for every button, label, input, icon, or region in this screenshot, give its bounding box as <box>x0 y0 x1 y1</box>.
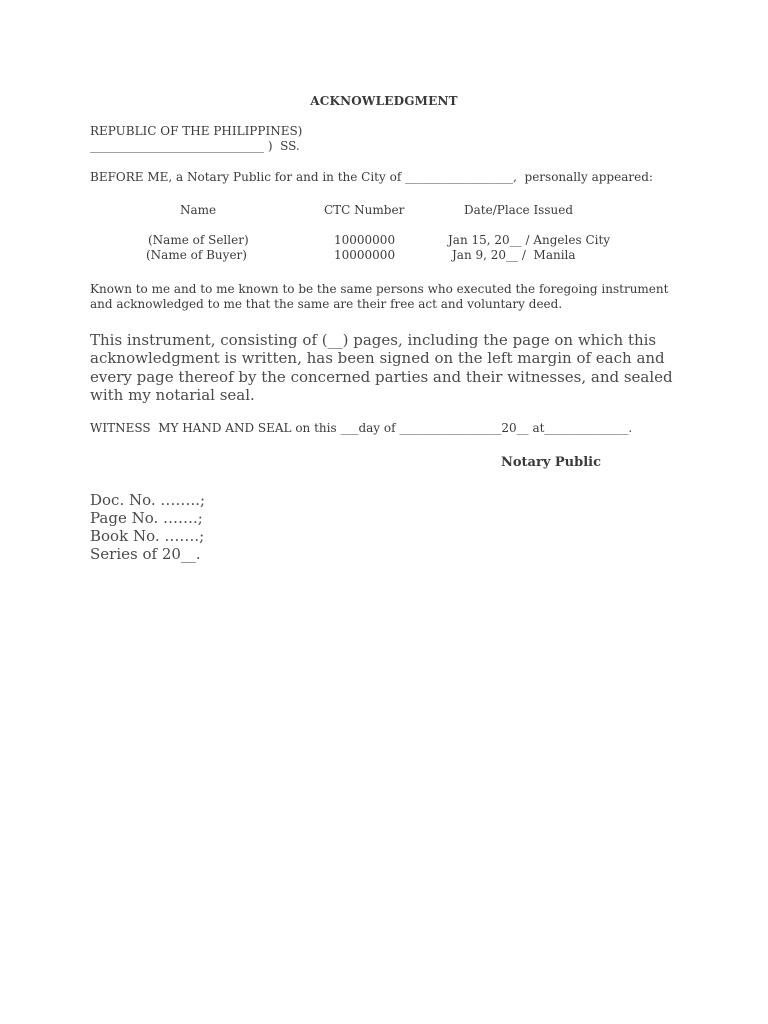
header-name: Name <box>180 203 217 217</box>
row-ctc: 10000000 <box>334 233 396 247</box>
row-name: (Name of Seller) <box>148 233 249 247</box>
notary-public-label: Notary Public <box>501 455 602 470</box>
page-no: Page No. …….; <box>90 509 203 527</box>
witness-line: WITNESS MY HAND AND SEAL on this ___day of _________________20__ at______________. <box>90 421 633 435</box>
known-line-2: and acknowledged to me that the same are their free act and voluntary deed. <box>90 297 563 311</box>
before-me-line: BEFORE ME, a Notary Public for and in the City of __________________, personally appeared: <box>90 170 653 184</box>
table-row <box>0 248 768 264</box>
row-name: (Name of Buyer) <box>146 248 247 262</box>
table-header-row <box>0 203 768 219</box>
header-ctc-number: CTC Number <box>324 203 405 217</box>
header-date-place: Date/Place Issued <box>464 203 574 217</box>
series: Series of 20__. <box>90 545 201 563</box>
row-issued: Jan 15, 20__ / Angeles City <box>448 233 611 247</box>
row-ctc: 10000000 <box>334 248 396 262</box>
venue-line-1: REPUBLIC OF THE PHILIPPINES) <box>90 124 303 138</box>
book-no: Book No. …….; <box>90 527 205 545</box>
document-title: ACKNOWLEDGMENT <box>310 94 458 108</box>
row-issued: Jan 9, 20__ / Manila <box>452 248 576 262</box>
instrument-paragraph: This instrument, consisting of (__) pages, including the page on which this acknowledgment is written, has been signed on the left margin of each and every page thereof by the concerned parties and their witnesses, and sealed with my notarial seal. <box>90 331 673 405</box>
table-row <box>0 233 768 249</box>
known-line-1: Known to me and to me known to be the same persons who executed the foregoing instrument <box>90 282 669 296</box>
venue-line-2: _____________________________ ) SS. <box>90 139 300 153</box>
doc-no: Doc. No. ……..; <box>90 491 206 509</box>
